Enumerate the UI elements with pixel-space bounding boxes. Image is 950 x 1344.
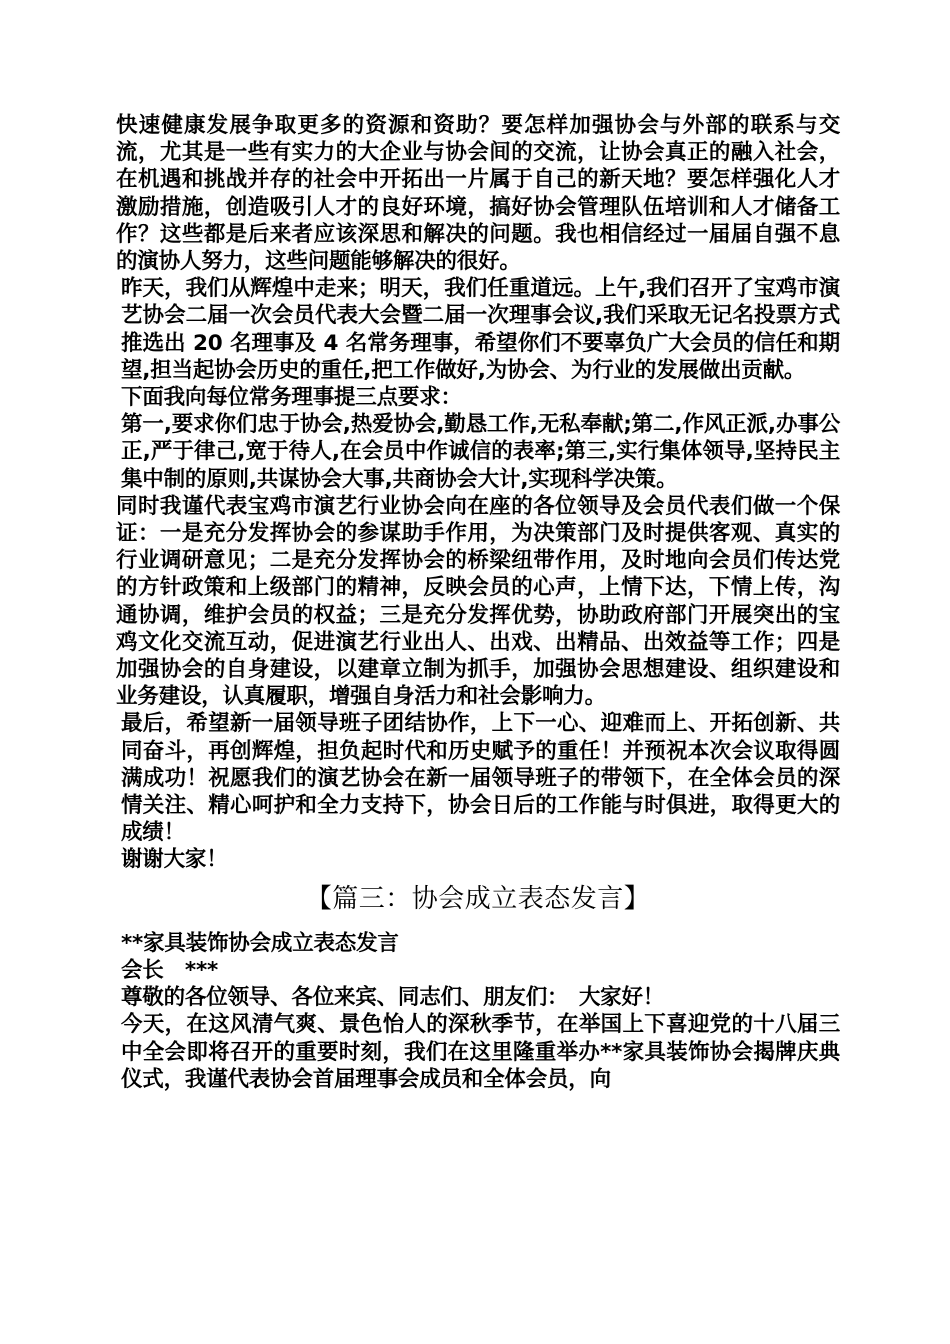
paragraph: 谢谢大家！ [121,847,228,873]
paragraph: 同时我谨代表宝鸡市演艺行业协会向在座的各位领导及会员代表们做一个保证：一是充分发挥协会的参谋助手作用，为决策部门及时提供客观、真实的行业调研意见；二是充分发挥协会的桥梁纽带作用，及时地向会员们传达党的方针政策和上级部门的精神，反映会员的心声，上情下达，下情上传，沟通协调，维护会员的权益；三是充分发挥优势，协助政府部门开展突出的宝鸡文化交流互动，促进演艺行业出人、出戏、出精品、出效益等工作；四是加强协会的自身建设，以建章立制为抓手，加强协会思想建设、组织建设和业务建设，认真履职，增强自身活力和社会影响力。 [116,493,840,710]
speech-title: **家具装饰协会成立表态发言 [121,930,399,956]
body-before-heading [116,112,840,874]
greeting: 尊敬的各位领导、各位来宾、同志们、朋友们： 大家好！ [121,985,665,1011]
paragraph: 今天，在这风清气爽、景色怡人的深秋季节，在举国上下喜迎党的十八届三中全会即将召开的重要时刻，我们在这里隆重举办**家具装饰协会揭牌庆典仪式，我谨代表协会首届理事会成员和全体会员，向 [121,1012,840,1092]
document-page [116,112,840,1093]
speaker-line: 会长 *** [121,957,219,983]
paragraph: 下面我向每位常务理事提三点要求： [121,385,462,411]
paragraph: 快速健康发展争取更多的资源和资助？要怎样加强协会与外部的联系与交流，尤其是一些有实力的大企业与协会间的交流，让协会真正的融入社会，在机遇和挑战并存的社会中开拓出一片属于自己的新天地？要怎样强化人才激励措施，创造吸引人才的良好环境，搞好协会管理队伍培训和人才储备工作？这些都是后来者应该深思和解决的问题。我也相信经过一届届自强不息的演协人努力，这些问题能够解决的很好。 [116,113,840,275]
paragraph: 昨天，我们从辉煌中走来；明天，我们任重道远。上午,我们召开了宝鸡市演艺协会二届一次会员代表大会暨二届一次理事会议,我们采取无记名投票方式推选出 20 名理事及 4 名常务理事，希望你们不要辜负广大会员的信任和期望,担当起协会历史的重任,把工作做好,为协会、为行业的发展做出贡献。 [121,276,840,383]
body-after-heading [116,930,840,1093]
paragraph: 最后，希望新一届领导班子团结协作，上下一心、迎难而上、开拓创新、共同奋斗，再创辉煌，担负起时代和历史赋予的重任！并预祝本次会议取得圆满成功！祝愿我们的演艺协会在新一届领导班子的带领下，在全体会员的深情关注、精心呵护和全力支持下，协会日后的工作能与时俱进，取得更大的成绩！ [121,711,840,846]
section-heading: 【篇三：协会成立表态发言】 [305,883,651,914]
paragraph: 第一,要求你们忠于协会,热爱协会,勤恳工作,无私奉献;第二,作风正派,办事公正,严于律己,宽于待人,在会员中作诚信的表率;第三,实行集体领导,坚持民主集中制的原则,共谋协会大事,共商协会大计,实现科学决策。 [121,412,840,492]
